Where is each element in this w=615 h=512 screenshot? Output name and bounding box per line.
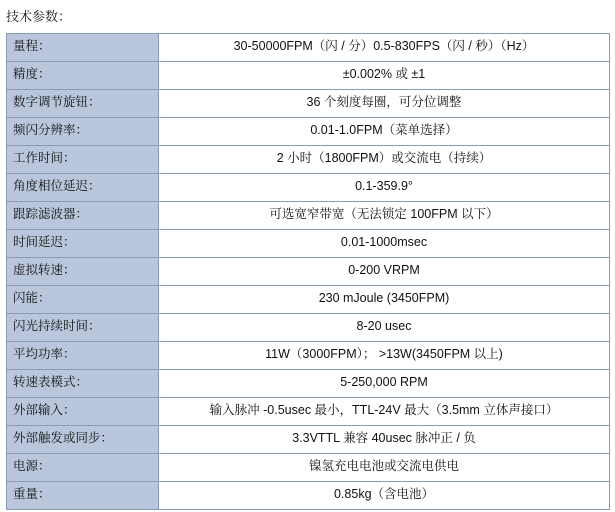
table-row <box>7 145 610 173</box>
table-row <box>7 481 610 509</box>
spec-value: 8-20 usec <box>159 313 610 341</box>
spec-label: 闪光持续时间： <box>7 313 159 341</box>
table-row <box>7 425 610 453</box>
table-row <box>7 397 610 425</box>
spec-label: 平均功率： <box>7 341 159 369</box>
spec-value: 0.1-359.9° <box>159 173 610 201</box>
table-row <box>7 369 610 397</box>
spec-value: 36 个刻度每圈，可分位调整 <box>159 89 610 117</box>
spec-label: 外部触发或同步： <box>7 425 159 453</box>
spec-label: 精度： <box>7 61 159 89</box>
spec-table <box>6 33 610 510</box>
spec-value: 5-250,000 RPM <box>159 369 610 397</box>
spec-label: 外部输入： <box>7 397 159 425</box>
table-row <box>7 257 610 285</box>
table-row <box>7 341 610 369</box>
spec-value: 0.01-1000msec <box>159 229 610 257</box>
spec-label: 闪能： <box>7 285 159 313</box>
spec-value: 0-200 VRPM <box>159 257 610 285</box>
spec-label: 虚拟转速： <box>7 257 159 285</box>
spec-value: 11W（3000FPM）； >13W(3450FPM 以上) <box>159 341 610 369</box>
spec-label: 数字调节旋钮： <box>7 89 159 117</box>
spec-value: 镍氢充电电池或交流电供电 <box>159 453 610 481</box>
spec-value: 可选宽窄带宽（无法锁定 100FPM 以下） <box>159 201 610 229</box>
spec-label: 重量： <box>7 481 159 509</box>
spec-label: 电源： <box>7 453 159 481</box>
page-title: 技术参数： <box>6 9 72 24</box>
spec-label: 转速表模式： <box>7 369 159 397</box>
spec-label: 工作时间： <box>7 145 159 173</box>
spec-value: 0.85kg（含电池） <box>159 481 610 509</box>
table-row <box>7 229 610 257</box>
spec-value: 230 mJoule (3450FPM) <box>159 285 610 313</box>
spec-label: 频闪分辨率： <box>7 117 159 145</box>
table-row <box>7 313 610 341</box>
spec-table-body <box>7 33 610 509</box>
spec-label: 量程： <box>7 33 159 61</box>
table-row <box>7 61 610 89</box>
spec-value: 3.3VTTL 兼容 40usec 脉冲正 / 负 <box>159 425 610 453</box>
spec-value: ±0.002% 或 ±1 <box>159 61 610 89</box>
table-row <box>7 117 610 145</box>
table-row <box>7 33 610 61</box>
spec-label: 跟踪滤波器： <box>7 201 159 229</box>
table-row <box>7 453 610 481</box>
spec-value: 30-50000FPM（闪 / 分）0.5-830FPS（闪 / 秒）（Hz） <box>159 33 610 61</box>
table-row <box>7 173 610 201</box>
spec-value: 0.01-1.0FPM（菜单选择） <box>159 117 610 145</box>
table-row <box>7 89 610 117</box>
spec-value: 2 小时（1800FPM）或交流电（持续） <box>159 145 610 173</box>
table-row <box>7 201 610 229</box>
spec-label: 时间延迟： <box>7 229 159 257</box>
spec-label: 角度相位延迟： <box>7 173 159 201</box>
table-row <box>7 285 610 313</box>
spec-value: 输入脉冲 -0.5usec 最小，TTL-24V 最大（3.5mm 立体声接口） <box>159 397 610 425</box>
